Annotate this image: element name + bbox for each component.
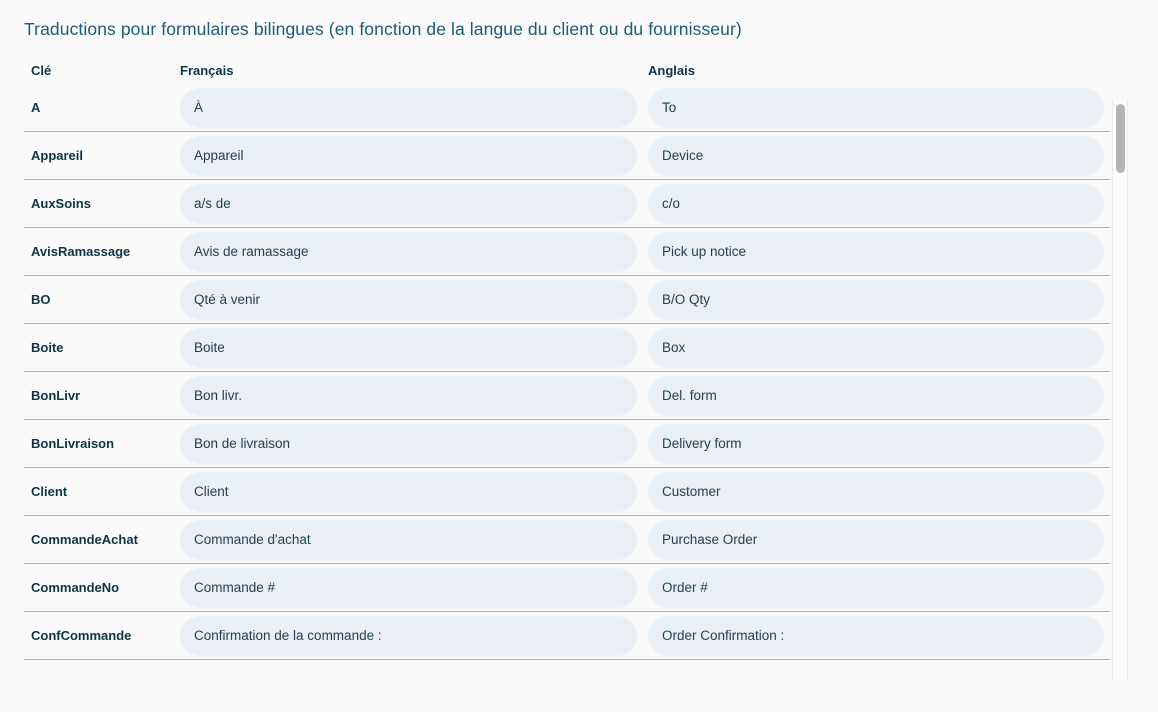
english-translation-input[interactable] [648, 328, 1104, 368]
french-translation-input[interactable] [180, 136, 637, 176]
english-translation-input[interactable] [648, 232, 1104, 272]
table-row [24, 516, 1110, 564]
row-key-label: ConfCommande [31, 628, 132, 643]
table-row [24, 612, 1110, 660]
table-row [24, 468, 1110, 516]
english-translation-input[interactable] [648, 136, 1104, 176]
page-title: Traductions pour formulaires bilingues (en fonction de la langue du client ou du fournisseur) [24, 19, 742, 39]
french-translation-input[interactable] [180, 472, 637, 512]
table-row [24, 324, 1110, 372]
row-key-label: Client [31, 484, 68, 499]
row-key-label: BonLivr [31, 388, 81, 403]
english-translation-input[interactable] [648, 472, 1104, 512]
table-row [24, 132, 1110, 180]
row-key-label: BonLivraison [31, 436, 115, 451]
english-translation-input[interactable] [648, 376, 1104, 416]
english-translation-input[interactable] [648, 424, 1104, 464]
row-key-label: Boite [31, 340, 64, 355]
table-row [24, 372, 1110, 420]
english-translation-input[interactable] [648, 568, 1104, 608]
row-key-label: Appareil [31, 148, 84, 163]
row-key-label: CommandeNo [31, 580, 120, 595]
french-translation-input[interactable] [180, 424, 637, 464]
table-row [24, 84, 1110, 132]
scrollbar-thumb[interactable] [1116, 104, 1125, 173]
french-translation-input[interactable] [180, 616, 637, 656]
english-translation-input[interactable] [648, 616, 1104, 656]
column-header-english: Anglais [648, 63, 695, 78]
french-translation-input[interactable] [180, 184, 637, 224]
english-translation-input[interactable] [648, 184, 1104, 224]
english-translation-input[interactable] [648, 520, 1104, 560]
column-header-key: Clé [31, 63, 52, 78]
row-key-label: AvisRamassage [31, 244, 131, 259]
english-translation-input[interactable] [648, 88, 1104, 128]
french-translation-input[interactable] [180, 568, 637, 608]
table-body [24, 84, 1110, 660]
french-translation-input[interactable] [180, 88, 637, 128]
french-translation-input[interactable] [180, 328, 637, 368]
row-key-label: A [31, 100, 41, 115]
english-translation-input[interactable] [648, 280, 1104, 320]
vertical-scrollbar[interactable] [1112, 99, 1128, 679]
french-translation-input[interactable] [180, 376, 637, 416]
table-row [24, 564, 1110, 612]
table-row [24, 180, 1110, 228]
row-key-label: CommandeAchat [31, 532, 138, 547]
row-key-label: BO [31, 292, 51, 307]
french-translation-input[interactable] [180, 520, 637, 560]
translations-table [24, 55, 1110, 660]
table-header [24, 55, 1110, 84]
column-header-french: Français [180, 63, 234, 78]
french-translation-input[interactable] [180, 232, 637, 272]
table-row [24, 228, 1110, 276]
table-row [24, 276, 1110, 324]
row-key-label: AuxSoins [31, 196, 91, 211]
table-row [24, 420, 1110, 468]
french-translation-input[interactable] [180, 280, 637, 320]
